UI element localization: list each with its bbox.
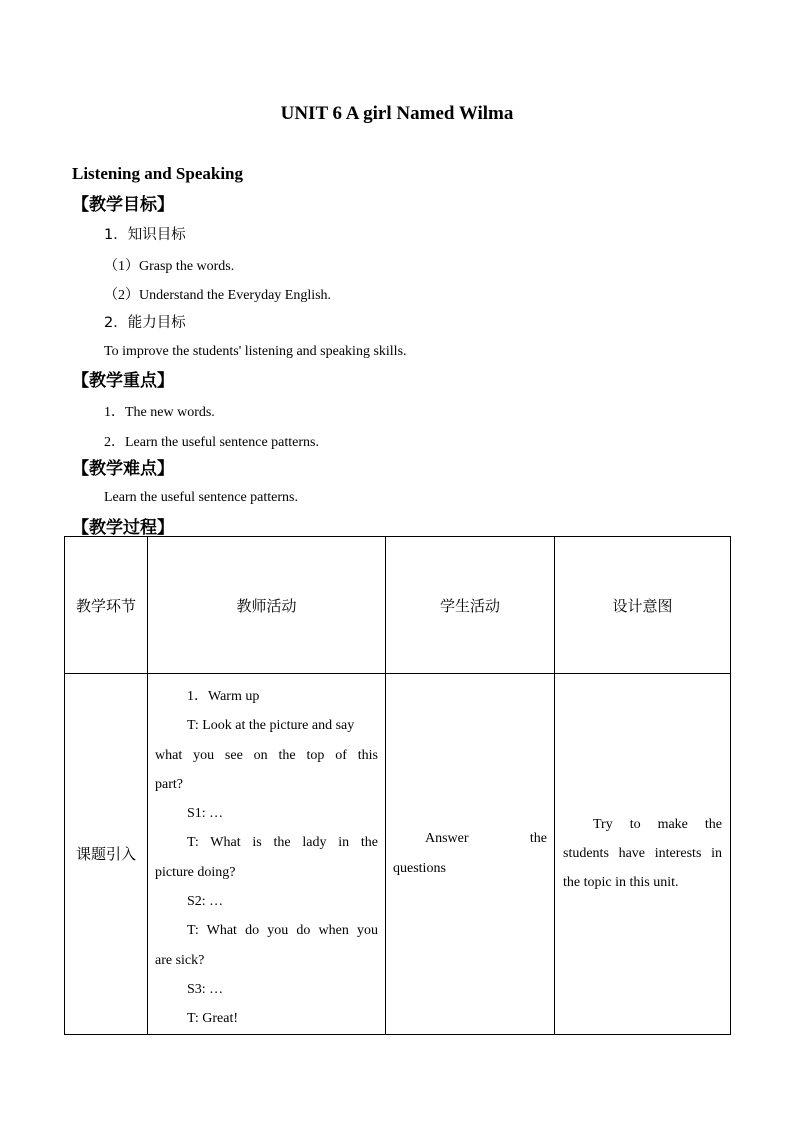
design-intent-cell bbox=[555, 674, 731, 1035]
teacher-line: S2: … bbox=[187, 894, 224, 910]
objectives-heading: 【教学目标】 bbox=[72, 195, 174, 215]
teacher-line: are sick? bbox=[155, 952, 205, 968]
design-word: the bbox=[704, 816, 722, 832]
teacher-activity-cell bbox=[148, 674, 386, 1035]
knowledge-item-2: （2）Understand the Everyday English. bbox=[104, 288, 332, 303]
column-header-teacher: 教师活动 bbox=[148, 537, 386, 674]
student-word: the bbox=[529, 831, 547, 847]
difficult-points-heading: 【教学难点】 bbox=[72, 459, 174, 479]
column-header-design: 设计意图 bbox=[555, 537, 731, 674]
ability-text: To improve the students' listening and speaking skills. bbox=[104, 344, 407, 359]
student-line: questions bbox=[393, 860, 446, 876]
knowledge-item-1: （1）Grasp the words. bbox=[104, 259, 235, 274]
teacher-line: part? bbox=[155, 776, 183, 792]
student-word: Answer bbox=[425, 831, 469, 847]
teacher-line: T: Look at the picture and say bbox=[187, 718, 355, 734]
key-point-1: 1．The new words. bbox=[104, 405, 215, 420]
process-heading: 【教学过程】 bbox=[72, 518, 174, 538]
design-line bbox=[563, 810, 722, 839]
process-table bbox=[64, 536, 731, 1035]
difficult-point-text: Learn the useful sentence patterns. bbox=[104, 490, 298, 505]
table-header-row bbox=[65, 537, 731, 674]
knowledge-label: 1．知识目标 bbox=[104, 227, 186, 243]
teacher-line: 1．Warm up bbox=[187, 689, 260, 704]
teacher-line: picture doing? bbox=[155, 864, 236, 880]
section-subtitle: Listening and Speaking bbox=[72, 164, 244, 183]
student-activity-cell bbox=[386, 674, 555, 1035]
design-word: make bbox=[657, 816, 688, 832]
teacher-line: T: What is the lady in the bbox=[187, 835, 378, 851]
column-header-student: 学生活动 bbox=[386, 537, 555, 674]
design-line: students have interests in bbox=[563, 846, 722, 862]
teacher-line: S1: … bbox=[187, 806, 224, 822]
stage-cell: 课题引入 bbox=[65, 674, 148, 1035]
key-point-2: 2．Learn the useful sentence patterns. bbox=[104, 435, 319, 450]
ability-label: 2．能力目标 bbox=[104, 315, 186, 331]
teacher-line: T: Great! bbox=[187, 1011, 238, 1027]
teacher-line: T: What do you do when you bbox=[187, 923, 378, 939]
design-word: Try bbox=[593, 816, 613, 832]
document-title: UNIT 6 A girl Named Wilma bbox=[280, 103, 514, 124]
key-points-heading: 【教学重点】 bbox=[72, 371, 174, 391]
teacher-line: S3: … bbox=[187, 981, 224, 997]
table-row bbox=[65, 674, 731, 1035]
design-line: the topic in this unit. bbox=[563, 875, 679, 891]
teacher-line: what you see on the top of this bbox=[155, 747, 378, 763]
design-word: to bbox=[629, 816, 641, 832]
column-header-stage: 教学环节 bbox=[65, 537, 148, 674]
student-line bbox=[393, 824, 547, 853]
